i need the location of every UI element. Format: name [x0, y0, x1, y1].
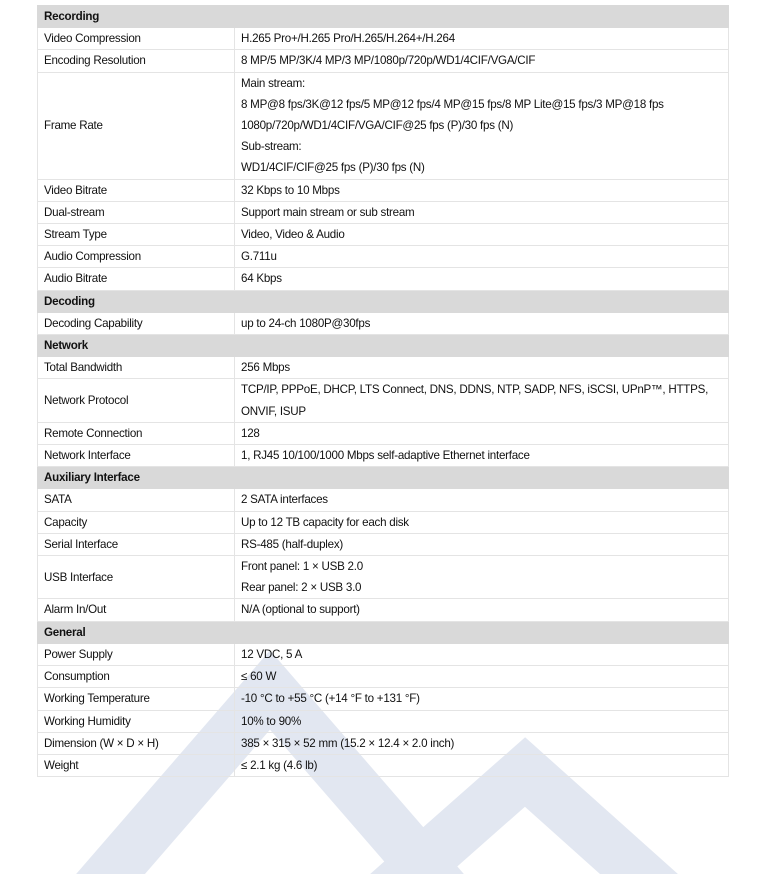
- spec-value: [235, 312, 729, 334]
- spec-value: [235, 379, 729, 422]
- spec-value-line: 256 Mbps: [241, 361, 290, 375]
- spec-row: [38, 556, 729, 599]
- spec-value: [235, 599, 729, 621]
- spec-label: Network Interface: [38, 445, 235, 467]
- spec-value-line: H.265 Pro+/H.265 Pro/H.265/H.264+/H.264: [241, 32, 455, 46]
- spec-label: Encoding Resolution: [38, 50, 235, 72]
- spec-value-line: 1080p/720p/WD1/4CIF/VGA/CIF@25 fps (P)/30 fps (N): [241, 119, 514, 133]
- spec-row: [38, 732, 729, 754]
- spec-row: [38, 489, 729, 511]
- spec-value: [235, 710, 729, 732]
- spec-label: Decoding Capability: [38, 312, 235, 334]
- spec-label: Capacity: [38, 511, 235, 533]
- section-header: [38, 335, 729, 357]
- spec-value: [235, 246, 729, 268]
- spec-value-line: G.711u: [241, 250, 277, 264]
- spec-value-line: WD1/4CIF/CIF@25 fps (P)/30 fps (N): [241, 161, 425, 175]
- spec-row: [38, 201, 729, 223]
- spec-value-line: TCP/IP, PPPoE, DHCP, LTS Connect, DNS, DDNS, NTP, SADP, NFS, iSCSI, UPnP™, HTTPS,: [241, 383, 709, 397]
- spec-label: Audio Bitrate: [38, 268, 235, 290]
- spec-row: [38, 179, 729, 201]
- spec-value-line: 10% to 90%: [241, 714, 302, 728]
- spec-label: Video Bitrate: [38, 179, 235, 201]
- section-header: [38, 467, 729, 489]
- spec-label: Dual-stream: [38, 201, 235, 223]
- spec-label: Remote Connection: [38, 422, 235, 444]
- spec-value-line: N/A (optional to support): [241, 603, 360, 617]
- section-header: [38, 6, 729, 28]
- spec-row: [38, 422, 729, 444]
- spec-value-line: Up to 12 TB capacity for each disk: [241, 515, 409, 529]
- spec-value: [235, 357, 729, 379]
- spec-row: [38, 72, 729, 179]
- spec-value: [235, 445, 729, 467]
- section-header: [38, 290, 729, 312]
- spec-label: Working Humidity: [38, 710, 235, 732]
- spec-value-line: Rear panel: 2 × USB 3.0: [241, 581, 362, 595]
- spec-label: Power Supply: [38, 643, 235, 665]
- spec-row: [38, 50, 729, 72]
- spec-value: [235, 643, 729, 665]
- spec-value: [235, 50, 729, 72]
- spec-value: [235, 556, 729, 599]
- section-title: Recording: [38, 6, 729, 28]
- spec-value: [235, 754, 729, 776]
- spec-row: [38, 511, 729, 533]
- spec-label: Weight: [38, 754, 235, 776]
- spec-label: SATA: [38, 489, 235, 511]
- spec-value-line: Support main stream or sub stream: [241, 205, 415, 219]
- spec-row: [38, 28, 729, 50]
- section-title: Network: [38, 335, 729, 357]
- spec-value-line: ONVIF, ISUP: [241, 404, 306, 418]
- spec-value: [235, 268, 729, 290]
- spec-row: [38, 710, 729, 732]
- spec-label: Video Compression: [38, 28, 235, 50]
- spec-table: [37, 5, 729, 777]
- spec-value-line: 12 VDC, 5 A: [241, 647, 303, 661]
- spec-label: Consumption: [38, 666, 235, 688]
- spec-value: [235, 688, 729, 710]
- spec-row: [38, 599, 729, 621]
- spec-label: Audio Compression: [38, 246, 235, 268]
- spec-label: Stream Type: [38, 224, 235, 246]
- spec-value-line: Video, Video & Audio: [241, 228, 345, 242]
- spec-value-line: -10 °C to +55 °C (+14 °F to +131 °F): [241, 692, 420, 706]
- spec-value: [235, 489, 729, 511]
- spec-label: Network Protocol: [38, 379, 235, 422]
- watermark-triangle-right: [380, 772, 668, 874]
- spec-label: Working Temperature: [38, 688, 235, 710]
- spec-value: [235, 28, 729, 50]
- spec-value-line: 64 Kbps: [241, 272, 282, 286]
- spec-row: [38, 312, 729, 334]
- spec-value: [235, 533, 729, 555]
- spec-label: Frame Rate: [38, 72, 235, 179]
- section-header: [38, 621, 729, 643]
- spec-value: [235, 224, 729, 246]
- spec-value-line: up to 24-ch 1080P@30fps: [241, 316, 371, 330]
- spec-row: [38, 224, 729, 246]
- spec-label: USB Interface: [38, 556, 235, 599]
- spec-value-line: 8 MP/5 MP/3K/4 MP/3 MP/1080p/720p/WD1/4CIF/VGA/CIF: [241, 54, 536, 68]
- spec-value-line: 1, RJ45 10/100/1000 Mbps self-adaptive Ethernet interface: [241, 449, 530, 463]
- spec-value: [235, 732, 729, 754]
- spec-value: [235, 179, 729, 201]
- spec-value-line: ≤ 60 W: [241, 670, 277, 684]
- spec-value: [235, 422, 729, 444]
- spec-value: [235, 201, 729, 223]
- spec-value-line: 32 Kbps to 10 Mbps: [241, 183, 340, 197]
- spec-row: [38, 357, 729, 379]
- spec-row: [38, 533, 729, 555]
- section-title: Decoding: [38, 290, 729, 312]
- spec-value-line: Main stream:: [241, 76, 306, 90]
- spec-row: [38, 643, 729, 665]
- section-title: Auxiliary Interface: [38, 467, 729, 489]
- spec-value-line: Front panel: 1 × USB 2.0: [241, 560, 363, 574]
- spec-value-line: 385 × 315 × 52 mm (15.2 × 12.4 × 2.0 inch): [241, 736, 455, 750]
- spec-row: [38, 754, 729, 776]
- spec-value-line: 8 MP@8 fps/3K@12 fps/5 MP@12 fps/4 MP@15 fps/8 MP Lite@15 fps/3 MP@18 fps: [241, 97, 664, 111]
- section-title: General: [38, 621, 729, 643]
- spec-row: [38, 246, 729, 268]
- spec-value: [235, 666, 729, 688]
- spec-row: [38, 268, 729, 290]
- spec-row: [38, 445, 729, 467]
- spec-label: Dimension (W × D × H): [38, 732, 235, 754]
- spec-value-line: Sub-stream:: [241, 140, 302, 154]
- spec-label: Alarm In/Out: [38, 599, 235, 621]
- spec-row: [38, 666, 729, 688]
- spec-value-line: RS-485 (half-duplex): [241, 537, 343, 551]
- spec-row: [38, 688, 729, 710]
- spec-value: [235, 72, 729, 179]
- spec-value: [235, 511, 729, 533]
- spec-label: Total Bandwidth: [38, 357, 235, 379]
- spec-row: [38, 379, 729, 422]
- spec-value-line: ≤ 2.1 kg (4.6 lb): [241, 758, 318, 772]
- spec-value-line: 2 SATA interfaces: [241, 493, 328, 507]
- spec-label: Serial Interface: [38, 533, 235, 555]
- spec-value-line: 128: [241, 426, 260, 440]
